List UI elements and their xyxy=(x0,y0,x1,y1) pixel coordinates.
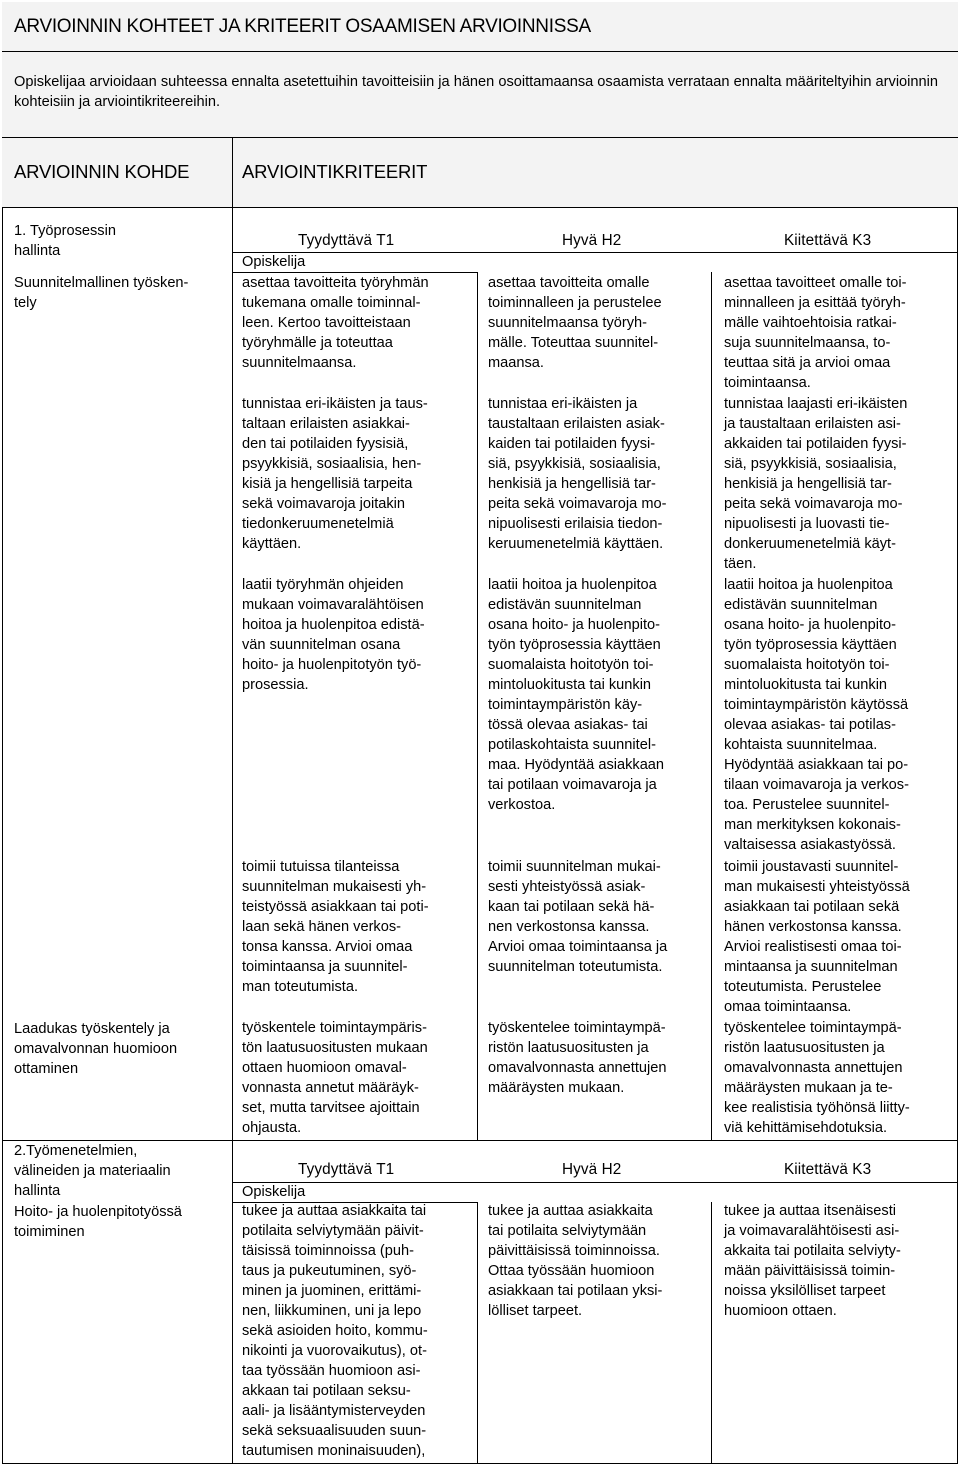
criteria-line: tautumisen moninaisuuden), xyxy=(242,1443,426,1459)
criteria-line: maansa. xyxy=(488,355,544,371)
criteria-line: edistävän suunnitelman xyxy=(724,597,878,613)
grade-divider xyxy=(477,1202,478,1464)
criteria-line: sekä seksuaalisuuden suun- xyxy=(242,1423,427,1439)
criteria-cell xyxy=(488,1018,667,1098)
criteria-cell xyxy=(724,1201,901,1321)
criteria-line: tukee ja auttaa itsenäisesti xyxy=(724,1203,896,1219)
criteria-line: valtaisessa asiakastyössä. xyxy=(724,837,896,853)
criteria-line: akkaita tai potilaita selviyty- xyxy=(724,1243,901,1259)
criteria-line: työryhmälle ja toteuttaa xyxy=(242,335,393,351)
criteria-line: mälle vaihtoehtoisia ratkai- xyxy=(724,315,897,331)
criteria-line: hoito- ja huolenpitotyön työ- xyxy=(242,657,422,673)
criteria-line: hoitoa ja huolenpitoa edistä- xyxy=(242,617,425,633)
criteria-line: ottaen huomioon omaval- xyxy=(242,1060,407,1076)
criteria-line: taa työssään huomioon asi- xyxy=(242,1363,421,1379)
criteria-cell xyxy=(242,273,429,373)
criteria-line: nen verkostonsa kanssa. xyxy=(488,919,650,935)
criteria-line: teistyössä asiakkaan tai poti- xyxy=(242,899,429,915)
criteria-line: omaa toimintaansa. xyxy=(724,999,852,1015)
criteria-line: tössä olevaa asiakas- tai xyxy=(488,717,648,733)
criteria-line: kee realistisia työhönsä liitty- xyxy=(724,1100,910,1116)
criteria-line: sekä voimavaroja joitakin xyxy=(242,496,406,512)
criteria-line: täisissä toiminnoissa (puh- xyxy=(242,1243,414,1259)
section2-subheading-hoito: Hoito- ja huolenpitotyössä toimiminen xyxy=(14,1204,182,1240)
section2-heading: 2.Työmenetelmien, välineiden ja materiaalin hallinta xyxy=(14,1143,171,1199)
criteria-line: mään päivittäisissä toimin- xyxy=(724,1263,896,1279)
criteria-cell xyxy=(488,575,664,815)
criteria-line: taltaan erilaisten asiakkai- xyxy=(242,416,410,432)
criteria-cell xyxy=(724,575,909,855)
criteria-line: ristön laatusuositusten ja xyxy=(724,1040,885,1056)
criteria-line: tai potilaita selviytymään xyxy=(488,1223,647,1239)
criteria-line: asettaa tavoitteita omalle xyxy=(488,275,650,291)
criteria-line: man mukaisesti yhteistyössä xyxy=(724,879,910,895)
criteria-line: toimii suunnitelman mukai- xyxy=(488,859,661,875)
criteria-line: donkeruumenetelmiä käyt- xyxy=(724,536,896,552)
criteria-line: suja suunnitelmaansa, to- xyxy=(724,335,891,351)
criteria-line: potilaita selviytymään päivit- xyxy=(242,1223,424,1239)
criteria-line: laatii hoitoa ja huolenpitoa xyxy=(724,577,893,593)
criteria-line: olevaa asiakas- tai potilas- xyxy=(724,717,896,733)
criteria-line: set, mutta tarvitsee ajoittain xyxy=(242,1100,420,1116)
column-header-kriteerit: ARVIOINTIKRITEERIT xyxy=(242,161,428,182)
criteria-line: peita sekä voimavaroja mo- xyxy=(724,496,903,512)
section1-subheading-laadukas: Laadukas työskentely ja omavalvonnan huomioon ottaminen xyxy=(14,1021,178,1077)
criteria-cell xyxy=(488,394,666,554)
criteria-line: tukee ja auttaa asiakkaita tai xyxy=(242,1203,427,1219)
criteria-line: Ottaa työssään huomioon xyxy=(488,1263,655,1279)
criteria-line: minnalleen ja esittää työryh- xyxy=(724,295,906,311)
criteria-line: siä, psyykkisiä, sosiaalisia, xyxy=(724,456,897,472)
criteria-cell xyxy=(242,1201,428,1461)
criteria-line: suomalaista hoitotyön toi- xyxy=(724,657,890,673)
criteria-line: huomioon ottaen. xyxy=(724,1303,837,1319)
criteria-line: tonsa kanssa. Arvioi omaa xyxy=(242,939,413,955)
criteria-line: mintoluokitusta tai kunkin xyxy=(724,677,888,693)
criteria-line: nipuolisesti ja luovasti tie- xyxy=(724,516,890,532)
criteria-line: tukemana omalle toiminnal- xyxy=(242,295,421,311)
criteria-cell xyxy=(724,857,910,1017)
criteria-line: toimii tutuissa tilanteissa xyxy=(242,859,400,875)
criteria-line: nikointi ja vuorovaikutus), ot- xyxy=(242,1343,427,1359)
criteria-line: päivittäisissä toiminnoissa. xyxy=(488,1243,660,1259)
criteria-line: asiakkaan tai potilaan yksi- xyxy=(488,1283,663,1299)
criteria-line: Hyödyntää asiakkaan tai po- xyxy=(724,757,909,773)
grade-divider xyxy=(711,1202,712,1464)
criteria-cell xyxy=(724,273,907,393)
criteria-line: työskentelee toimintaympä- xyxy=(488,1020,666,1036)
criteria-line: prosessia. xyxy=(242,677,309,693)
criteria-line: lölliset tarpeet. xyxy=(488,1303,583,1319)
criteria-line: hänen verkostonsa kanssa. xyxy=(724,919,902,935)
criteria-line: toteutumista. Perustelee xyxy=(724,979,882,995)
grade-header-t1: Tyydyttävä T1 xyxy=(298,1161,395,1178)
criteria-line: sesti yhteistyössä asiak- xyxy=(488,879,646,895)
grade-header-rule xyxy=(232,1182,958,1183)
criteria-line: asettaa tavoitteet omalle toi- xyxy=(724,275,907,291)
criteria-line: asettaa tavoitteita työryhmän xyxy=(242,275,429,291)
criteria-line: tai potilaan voimavaroja ja xyxy=(488,777,657,793)
criteria-line: vonnasta annetut määräyk- xyxy=(242,1080,419,1096)
criteria-line: taus ja pukeutuminen, syö- xyxy=(242,1263,417,1279)
intro-text: Opiskelijaa arvioidaan suhteessa ennalta asetettuihin tavoitteisiin ja hänen osoittamaansa osaamista verrataan ennalta määriteltyihin arvioinnin kohteisiin ja arviointikriteereihin. xyxy=(14,74,939,110)
section1-subheading-suunnitelmallinen: Suunnitelmallinen työsken- tely xyxy=(14,275,189,311)
criteria-line: asiakkaan tai potilaan sekä xyxy=(724,899,900,915)
criteria-line: toimii joustavasti suunnitel- xyxy=(724,859,899,875)
criteria-line: noissa yksilölliset tarpeet xyxy=(724,1283,886,1299)
criteria-line: nen, liikkuminen, uni ja lepo xyxy=(242,1303,422,1319)
criteria-cell xyxy=(724,394,907,574)
criteria-line: man merkityksen kokonais- xyxy=(724,817,901,833)
criteria-line: tilaan voimavaroja ja verkos- xyxy=(724,777,909,793)
criteria-line: toimintaansa ja suunnitel- xyxy=(242,959,408,975)
grade-divider xyxy=(477,272,478,1140)
criteria-cell xyxy=(242,394,428,554)
criteria-line: suunnitelman toteutumista. xyxy=(488,959,663,975)
grade-header-t1: Tyydyttävä T1 xyxy=(298,232,395,249)
criteria-line: mälle. Toteuttaa suunnitel- xyxy=(488,335,659,351)
criteria-line: keruumenetelmiä käyttäen. xyxy=(488,536,664,552)
criteria-line: Arvioi omaa toimintaansa ja xyxy=(488,939,668,955)
column-divider xyxy=(232,138,233,1464)
criteria-line: kohtaista suunnitelmaa. xyxy=(724,737,878,753)
criteria-line: toimintaympäristön käy- xyxy=(488,697,643,713)
criteria-line: man toteutumista. xyxy=(242,979,358,995)
grade-header-h2: Hyvä H2 xyxy=(562,232,622,249)
criteria-line: ohjausta. xyxy=(242,1120,302,1136)
criteria-line: ja voimavaralähtöisesti asi- xyxy=(724,1223,900,1239)
column-header-kohde: ARVIOINNIN KOHDE xyxy=(14,161,190,182)
criteria-line: suomalaista hoitotyön toi- xyxy=(488,657,654,673)
grade-header-k3: Kiitettävä K3 xyxy=(784,1161,872,1178)
criteria-line: suunnitelmaansa työryh- xyxy=(488,315,647,331)
criteria-line: minen ja juominen, erittämi- xyxy=(242,1283,422,1299)
criteria-line: suunnitelmaansa. xyxy=(242,355,357,371)
section1-heading: 1. Työprosessin hallinta xyxy=(14,223,116,259)
criteria-line: osana hoito- ja huolenpito- xyxy=(724,617,897,633)
criteria-line: työn työprosessia käyttäen xyxy=(724,637,897,653)
criteria-cell xyxy=(242,857,429,997)
criteria-line: tön laatusuositusten mukaan xyxy=(242,1040,428,1056)
criteria-line: määräysten mukaan ja te- xyxy=(724,1080,893,1096)
criteria-line: kaan tai potilaan sekä hä- xyxy=(488,899,655,915)
criteria-line: sekä asioiden hoito, kommu- xyxy=(242,1323,428,1339)
criteria-line: nipuolisesti erilaisia tiedon- xyxy=(488,516,663,532)
criteria-line: psyykkisiä, sosiaalisia, hen- xyxy=(242,456,422,472)
criteria-line: kisiä ja hengellisiä tarpeita xyxy=(242,476,413,492)
criteria-line: peita sekä voimavaroja mo- xyxy=(488,496,667,512)
criteria-line: Arvioi realistisesti omaa toi- xyxy=(724,939,902,955)
grade-header-h2: Hyvä H2 xyxy=(562,1161,622,1178)
criteria-line: käyttäen. xyxy=(242,536,302,552)
criteria-line: tukee ja auttaa asiakkaita xyxy=(488,1203,653,1219)
criteria-line: mintoluokitusta tai kunkin xyxy=(488,677,652,693)
criteria-line: kaiden tai potilaiden fyysi- xyxy=(488,436,656,452)
criteria-line: viä kehittämisehdotuksia. xyxy=(724,1120,888,1136)
criteria-line: leen. Kertoo tavoitteistaan xyxy=(242,315,411,331)
criteria-line: mukaan voimavaralähtöisen xyxy=(242,597,424,613)
opiskelija-label: Opiskelija xyxy=(242,1184,306,1200)
criteria-line: henkisiä ja hengellisiä tar- xyxy=(724,476,892,492)
criteria-line: toimintaansa. xyxy=(724,375,811,391)
criteria-line: laan sekä hänen verkos- xyxy=(242,919,402,935)
criteria-line: tunnistaa laajasti eri-ikäisten xyxy=(724,396,908,412)
page-title: ARVIOINNIN KOHTEET JA KRITEERIT OSAAMISEN ARVIOINNISSA xyxy=(14,16,591,37)
criteria-line: akkaiden tai potilaiden fyysi- xyxy=(724,436,907,452)
criteria-line: teuttaa sitä ja arvioi omaa xyxy=(724,355,891,371)
criteria-line: maa. Hyödyntää asiakkaan xyxy=(488,757,665,773)
criteria-cell xyxy=(724,1018,910,1138)
criteria-cell xyxy=(242,1018,428,1138)
criteria-cell xyxy=(242,575,425,695)
criteria-cell xyxy=(488,1201,662,1321)
criteria-line: suunnitelman mukaisesti yh- xyxy=(242,879,427,895)
criteria-line: tunnistaa eri-ikäisten ja xyxy=(488,396,638,412)
opiskelija-label: Opiskelija xyxy=(242,254,306,270)
criteria-line: laatii työryhmän ohjeiden xyxy=(242,577,404,593)
criteria-line: aali- ja lisääntymisterveyden xyxy=(242,1403,426,1419)
criteria-line: täen. xyxy=(724,556,757,572)
criteria-line: siä, psyykkisiä, sosiaalisia, xyxy=(488,456,661,472)
criteria-line: laatii hoitoa ja huolenpitoa xyxy=(488,577,657,593)
criteria-line: omavalvonnasta annettujen xyxy=(724,1060,903,1076)
criteria-line: tiedonkeruumenetelmiä xyxy=(242,516,394,532)
criteria-line: ristön laatusuositusten ja xyxy=(488,1040,649,1056)
criteria-line: osana hoito- ja huolenpito- xyxy=(488,617,661,633)
criteria-line: den tai potilaiden fyysisiä, xyxy=(242,436,409,452)
grade-header-k3: Kiitettävä K3 xyxy=(784,232,872,249)
criteria-line: edistävän suunnitelman xyxy=(488,597,642,613)
criteria-line: omavalvonnasta annettujen xyxy=(488,1060,667,1076)
criteria-line: toa. Perustelee suunnitel- xyxy=(724,797,890,813)
criteria-line: vän suunnitelman osana xyxy=(242,637,401,653)
criteria-line: työskentele toimintaympäris- xyxy=(242,1020,427,1036)
criteria-line: määräysten mukaan. xyxy=(488,1080,625,1096)
criteria-line: toimintaympäristön käytössä xyxy=(724,697,909,713)
criteria-line: työn työprosessia käyttäen xyxy=(488,637,661,653)
grade-divider xyxy=(711,272,712,1140)
criteria-line: henkisiä ja hengellisiä tar- xyxy=(488,476,656,492)
criteria-cell xyxy=(488,857,667,977)
criteria-line: taustaltaan erilaisten asiak- xyxy=(488,416,665,432)
criteria-line: työskentelee toimintaympä- xyxy=(724,1020,902,1036)
criteria-line: toiminnalleen ja perustelee xyxy=(488,295,662,311)
criteria-cell xyxy=(488,273,662,373)
criteria-line: mintaansa ja suunnitelman xyxy=(724,959,898,975)
criteria-line: verkostoa. xyxy=(488,797,556,813)
grade-header-rule xyxy=(232,252,958,253)
criteria-line: akkaan tai potilaan seksu- xyxy=(242,1383,411,1399)
criteria-line: potilaskohtaista suunnitel- xyxy=(488,737,656,753)
criteria-line: ja taustaltaan erilaisten asi- xyxy=(724,416,901,432)
criteria-line: tunnistaa eri-ikäisten ja taus- xyxy=(242,396,428,412)
